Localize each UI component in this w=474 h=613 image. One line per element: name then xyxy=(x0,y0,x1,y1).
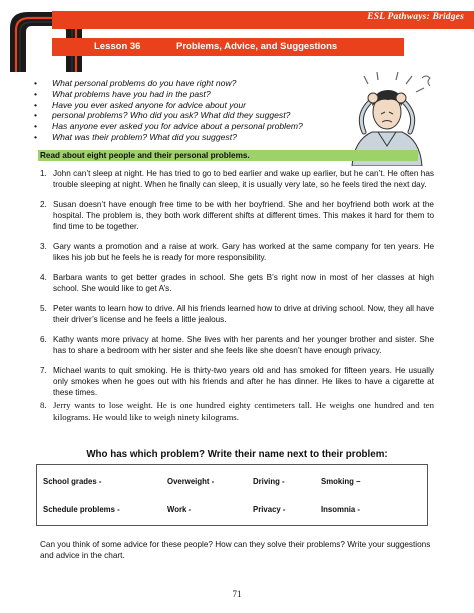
lesson-title: Problems, Advice, and Suggestions xyxy=(176,41,338,52)
question-item: • What personal problems do you have right now? xyxy=(30,78,330,89)
page-number: 71 xyxy=(232,589,242,599)
matching-heading: Who has which problem? Write their name next to their problem: xyxy=(86,449,388,460)
problem-item: 3. Gary wants a promotion and a raise at work. Gary has worked at the same company for ten years. He likes his job but he feels he is ready for more responsibility. xyxy=(40,242,434,263)
insomnia-label: Insomnia - xyxy=(321,505,360,514)
lesson-number: Lesson 36 xyxy=(94,41,141,52)
driving-label: Driving - xyxy=(253,477,285,486)
question-item-continued: • personal problems? Who did you ask? What did they suggest? xyxy=(30,110,330,121)
problem-item: 8. Jerry wants to lose weight. He is one hundred eighty centimeters tall. He weighs one hundred and ten kilograms. He would like to weigh ninety kilograms. xyxy=(40,400,434,422)
overweight-label: Overweight - xyxy=(167,477,215,486)
question-item: • Have you ever asked anyone for advice about your xyxy=(30,100,330,111)
warmup-questions xyxy=(30,78,330,143)
problem-item: 4. Barbara wants to get better grades in school. She gets B’s right now in most of her classes at high school. She would like to get A’s. xyxy=(40,272,434,294)
problem-item: 1. John can’t sleep at night. He has tried to go to bed earlier and wake up earlier, but he can’t. He often has trouble sleeping at night. When he finally can sleep, it is usually very late, so he feels tired the next day. xyxy=(40,169,434,190)
series-title: ESL Pathways: Bridges xyxy=(367,12,464,22)
advice-prompt: Can you think of some advice for these people? How can they solve their problems? Write your suggestions and advice in the chart. xyxy=(40,540,431,560)
question-item: • What was their problem? What did you suggest? xyxy=(30,132,330,143)
problem-item: 7. Michael wants to quit smoking. He is thirty-two years old and has smoked for fifteen years. He usually only smokes when he goes out with his friends and after he has dinner. He likes to have a cigarette at these times. xyxy=(40,365,434,398)
problem-item: 5. Peter wants to learn how to drive. All his friends learned how to drive at driving school. Now, they all have their driver’s license and he feels a little jealous. xyxy=(40,303,434,325)
work-label: Work - xyxy=(167,505,192,514)
privacy-label: Privacy - xyxy=(253,505,286,514)
school-grades-label: School grades - xyxy=(43,477,102,486)
question-item: • What problems have you had in the past? xyxy=(30,89,330,100)
answer-box xyxy=(36,464,428,526)
problem-item: 2. Susan doesn’t have enough free time to be with her boyfriend. She and her boyfriend both work at the hospital. The problem is, they both work different shifts at different times. This makes it hard for them to find time to be together. xyxy=(40,199,434,232)
problem-item: 6. Kathy wants more privacy at home. She lives with her parents and her younger brother and sister. She has to share a bedroom with her sister and she feels like she doesn’t have enough privacy. xyxy=(40,334,434,355)
question-item: • Has anyone ever asked you for advice about a personal problem? xyxy=(30,121,330,132)
reading-instruction: Read about eight people and their personal problems. xyxy=(40,151,250,160)
schedule-problems-label: Schedule problems - xyxy=(43,505,120,514)
smoking-label: Smoking – xyxy=(321,477,361,486)
people-problems-list xyxy=(40,168,434,432)
